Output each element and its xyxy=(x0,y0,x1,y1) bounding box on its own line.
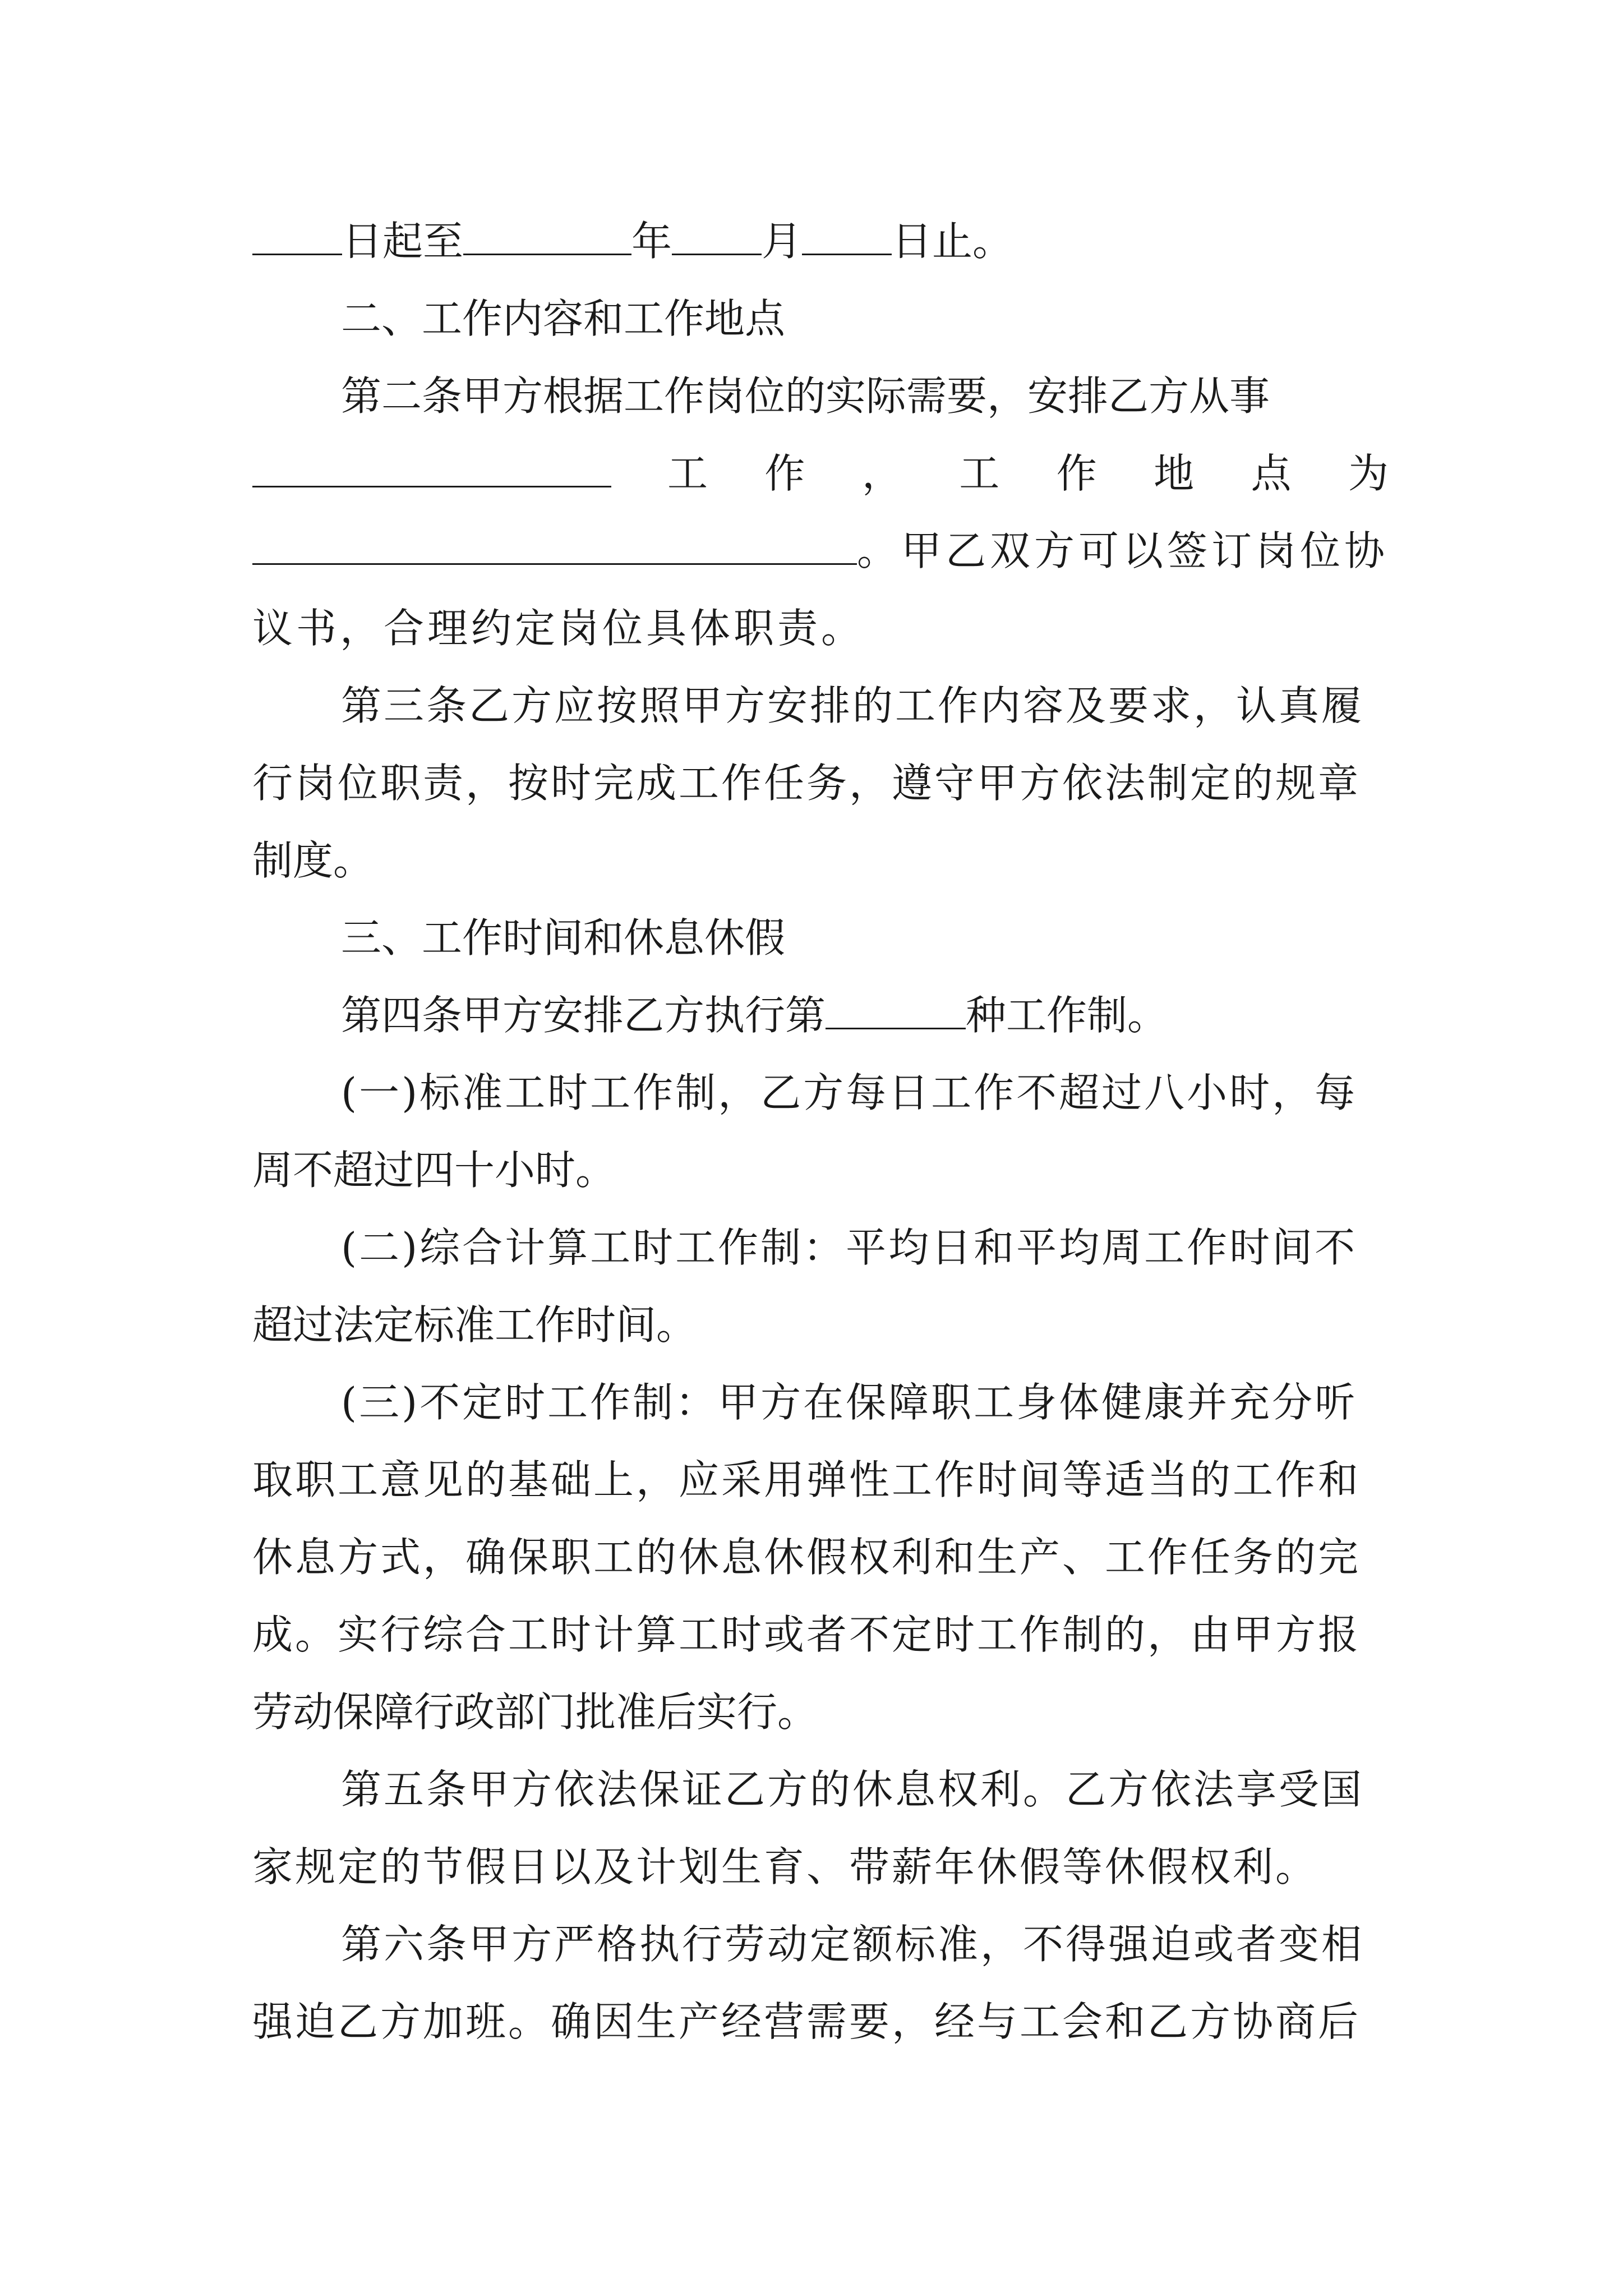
char: 工 xyxy=(959,450,1000,497)
work-system-blank[interactable] xyxy=(826,987,966,1029)
section-heading-work-time: 三、工作时间和休息休假 xyxy=(341,914,786,961)
day-end-blank[interactable] xyxy=(802,213,892,255)
char: 地 xyxy=(1154,450,1195,497)
article-2-line-1: 第二条甲方根据工作岗位的实际需要，安排乙方从事 xyxy=(341,372,1270,420)
year-blank[interactable] xyxy=(463,213,631,255)
char: 点 xyxy=(1251,450,1292,497)
section-heading-work-content: 二、工作内容和工作地点 xyxy=(341,295,786,342)
item-3-line-2: 取职工意见的基础上，应采用弹性工作时间等适当的工作和 xyxy=(252,1456,1361,1503)
month-blank[interactable] xyxy=(672,213,762,255)
article-4-text-b: 种工作制。 xyxy=(966,992,1168,1039)
article-2-line-4: 议书，合理约定岗位具体职责。 xyxy=(252,605,865,652)
item-3-line-1: (三)不定时工作制：甲方在保障职工身体健康并充分听 xyxy=(341,1379,1358,1426)
article-2-line-2 xyxy=(252,445,1389,501)
period-text-end: 日止。 xyxy=(892,218,1013,265)
article-4-text-a: 第四条甲方安排乙方执行第 xyxy=(341,992,826,1039)
period-text-from: 日起至 xyxy=(342,218,464,265)
article-3-line-1: 第三条乙方应按照甲方安排的工作内容及要求，认真履 xyxy=(341,682,1364,729)
location-blank[interactable] xyxy=(252,523,857,565)
item-2-line-2: 超过法定标准工作时间。 xyxy=(252,1301,697,1349)
char: ， xyxy=(861,450,902,497)
item-2-line-1: (二)综合计算工时工作制：平均日和平均周工作时间不 xyxy=(341,1224,1358,1271)
item-3-line-4: 成。实行综合工时计算工时或者不定时工作制的，由甲方报 xyxy=(252,1611,1361,1658)
article-3-line-2: 行岗位职责，按时完成工作任务，遵守甲方依法制定的规章 xyxy=(252,760,1361,807)
contract-period-line xyxy=(252,213,1013,269)
item-3-line-3: 休息方式，确保职工的休息休假权利和生产、工作任务的完 xyxy=(252,1534,1361,1581)
char: 作 xyxy=(1056,450,1097,497)
period-text-month: 月 xyxy=(762,218,803,265)
item-1-line-2: 周不超过四十小时。 xyxy=(252,1147,616,1194)
article-2-line-3-text: 。甲乙双方可以签订岗位协 xyxy=(856,527,1389,574)
article-5-line-1: 第五条甲方依法保证乙方的休息权利。乙方依法享受国 xyxy=(341,1766,1364,1813)
job-blank[interactable] xyxy=(252,445,611,487)
article-6-line-2: 强迫乙方加班。确因生产经营需要，经与工会和乙方协商后 xyxy=(252,1998,1361,2045)
char: 为 xyxy=(1348,450,1389,497)
article-6-line-1: 第六条甲方严格执行劳动定额标准，不得强迫或者变相 xyxy=(341,1921,1364,1968)
article-5-line-2: 家规定的节假日以及计划生育、带薪年休假等休假权利。 xyxy=(252,1843,1318,1890)
period-text-year: 年 xyxy=(631,218,672,265)
article-2-line-3 xyxy=(252,523,1389,579)
item-1-line-1: (一)标准工时工作制，乙方每日工作不超过八小时，每 xyxy=(341,1069,1358,1116)
article-4-line-1 xyxy=(341,987,1168,1043)
char: 工 xyxy=(667,450,708,497)
item-3-line-5: 劳动保障行政部门批准后实行。 xyxy=(252,1688,818,1736)
article-3-line-3: 制度。 xyxy=(252,837,374,884)
char: 作 xyxy=(764,450,805,497)
day-blank[interactable] xyxy=(252,213,342,255)
